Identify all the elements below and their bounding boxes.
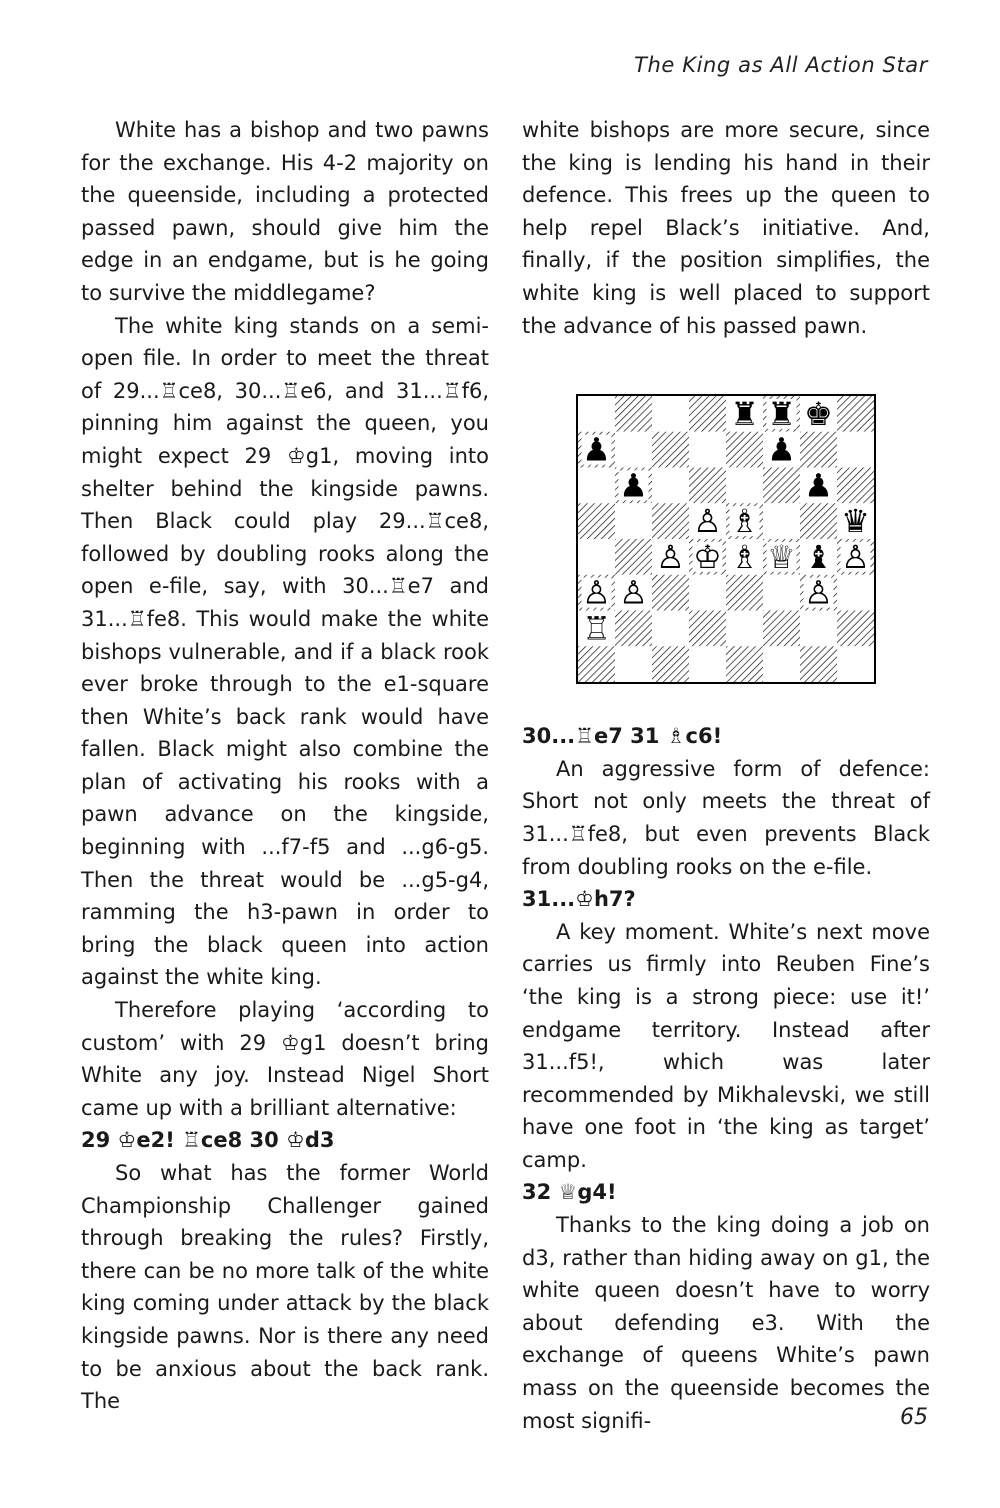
white-piece-g3: ♙ [804, 573, 833, 612]
white-piece-a2: ♖ [582, 609, 611, 648]
black-piece-g4: ♝ [804, 538, 833, 577]
light-square [615, 432, 652, 468]
light-square [578, 468, 615, 504]
dark-square [726, 432, 763, 468]
black-piece-a7: ♟ [582, 430, 611, 469]
dark-square [800, 646, 837, 682]
white-piece-b3: ♙ [619, 573, 648, 612]
white-piece-d5: ♙ [693, 502, 722, 541]
dark-square [726, 646, 763, 682]
light-square [837, 575, 874, 611]
move-line: 31...♔h7? [522, 887, 636, 912]
light-square [689, 646, 726, 682]
white-piece-c4: ♙ [656, 538, 685, 577]
dark-square [652, 503, 689, 539]
light-square [615, 646, 652, 682]
black-piece-f7: ♟ [767, 430, 796, 469]
paragraph: white bishops are more secure, since the king is lending his hand in their defence. This frees up the queen to help repel Black’s initiative. And, finally, if the position simplifies, the white king is well placed to support the advance of his passed pawn. [522, 118, 930, 338]
white-piece-e5: ♗ [730, 502, 759, 541]
light-square [837, 646, 874, 682]
light-square [652, 611, 689, 647]
light-square [689, 432, 726, 468]
light-square [763, 646, 800, 682]
move-line: 29 ♔e2! ♖ce8 30 ♔d3 [81, 1128, 335, 1153]
dark-square [726, 575, 763, 611]
black-piece-h5: ♛ [841, 502, 870, 541]
chess-board [576, 394, 876, 684]
dark-square [615, 611, 652, 647]
white-piece-h4: ♙ [841, 538, 870, 577]
dark-square [615, 396, 652, 432]
dark-square [652, 432, 689, 468]
dark-square [689, 611, 726, 647]
white-piece-f4: ♕ [767, 538, 796, 577]
paragraph: An aggressive form of defence: Short not only meets the threat of 31...♖fe8, but even prevents Black from doubling rooks on the e-file. [522, 756, 930, 879]
paragraph: White has a bishop and two pawns for the exchange. His 4-2 majority on the queenside, including a protected passed pawn, should give him the edge in an endgame, but is he going to survive the middlegame? [81, 118, 489, 305]
dark-square [800, 503, 837, 539]
black-piece-b6: ♟ [619, 466, 648, 505]
dark-square [837, 468, 874, 504]
dark-square [837, 611, 874, 647]
dark-square [800, 432, 837, 468]
dark-square [578, 503, 615, 539]
white-piece-d4: ♔ [693, 538, 722, 577]
dark-square [689, 468, 726, 504]
black-piece-e8: ♜ [730, 395, 759, 434]
paragraph: The white king stands on a semi-open file. In order to meet the threat of 29...♖ce8, 30...♖e6, and 31...♖f6, pinning him against the queen, you might expect 29 ♔g1, moving into shelter behind the kingside pawns. Then Black could play 29...♖ce8, followed by doubling rooks along the open e-file, say, with 30...♖e7 and 31...♖fe8. This would make the white bishops vulnerable, and if a black rook ever broke through to the e1-square then White’s back rank would have fallen. Black might also combine the plan of activating his rooks with a pawn advance on the kingside, beginning with ...f7-f5 and ...g6-g5. Then the threat would be ...g5-g4, ramming the h3-pawn in order to bring the black queen into action against the white king. [81, 313, 489, 990]
light-square [837, 432, 874, 468]
black-piece-g8: ♚ [804, 395, 833, 434]
dark-square [763, 468, 800, 504]
dark-square [837, 396, 874, 432]
light-square [615, 503, 652, 539]
right-column [522, 114, 930, 1437]
light-square [726, 468, 763, 504]
light-square [800, 611, 837, 647]
white-piece-e4: ♗ [730, 538, 759, 577]
paragraph: Thanks to the king doing a job on d3, rather than hiding away on g1, the white queen doesn’t have to worry about defending e3. With the exchange of queens White’s pawn mass on the queenside becomes the most signifi- [522, 1213, 930, 1433]
light-square [578, 539, 615, 575]
light-square [578, 396, 615, 432]
light-square [763, 503, 800, 539]
light-square [652, 468, 689, 504]
running-title: The King as All Action Star [634, 53, 928, 77]
dark-square [763, 611, 800, 647]
light-square [652, 396, 689, 432]
black-piece-g6: ♟ [804, 466, 833, 505]
chess-diagram [576, 394, 876, 684]
dark-square [689, 396, 726, 432]
paragraph: A key moment. White’s next move carries us firmly into Reuben Fine’s ‘the king is a strong piece: use it!’ endgame territory. Instead after 31...f5!, which was later recommended by Mikhalevski, we still have one foot in ‘the king as target’ camp. [522, 919, 930, 1172]
move-line: 32 ♕g4! [522, 1180, 617, 1205]
light-square [689, 575, 726, 611]
paragraph: So what has the former World Championship Challenger gained through breaking the rules? Firstly, there can be no more talk of the white king coming under attack by the black kingside pawns. Nor is there any need to be anxious about the back rank. The [81, 1161, 489, 1414]
paragraph: Therefore playing ‘according to custom’ with 29 ♔g1 doesn’t bring White any joy. Instead Nigel Short came up with a brilliant alternative: [81, 998, 489, 1120]
dark-square [652, 646, 689, 682]
light-square [726, 611, 763, 647]
left-column [81, 114, 489, 1418]
move-line: 30...♖e7 31 ♗c6! [522, 724, 723, 749]
white-piece-a3: ♙ [582, 573, 611, 612]
dark-square [652, 575, 689, 611]
page-number: 65 [900, 1405, 928, 1430]
light-square [763, 575, 800, 611]
dark-square [578, 646, 615, 682]
black-piece-f8: ♜ [767, 395, 796, 434]
dark-square [615, 539, 652, 575]
